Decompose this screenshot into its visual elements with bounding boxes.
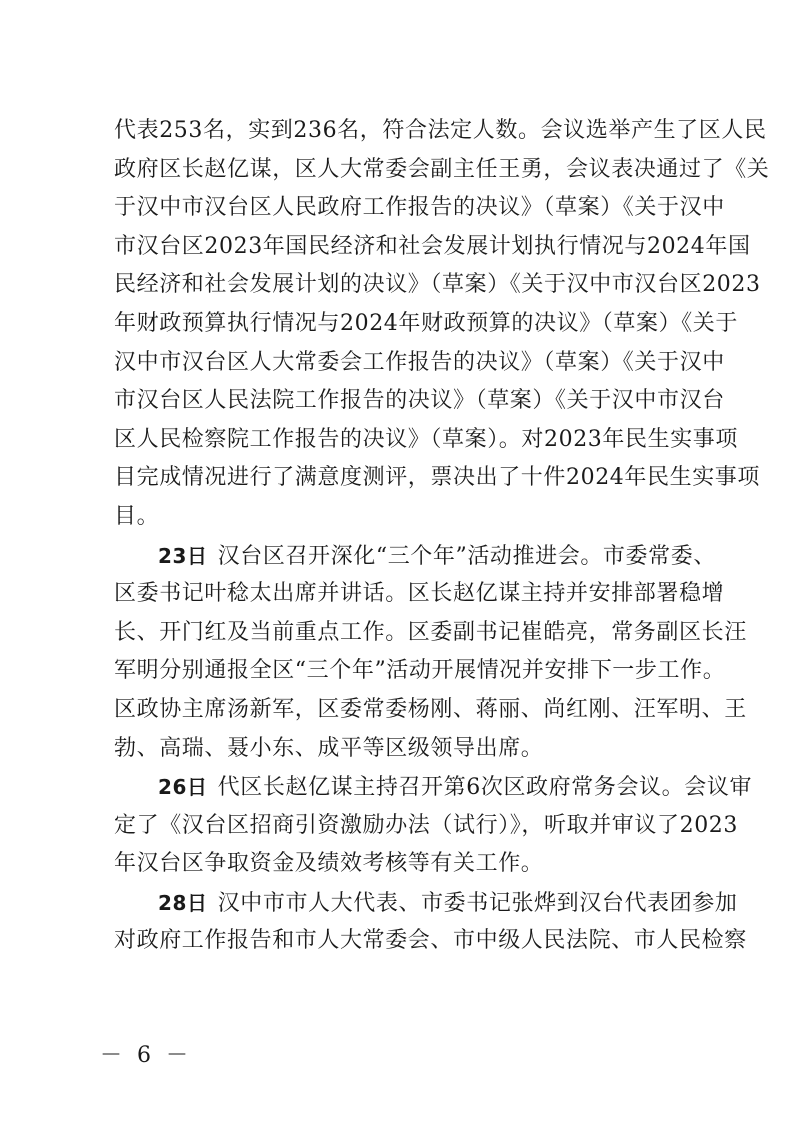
entry-23-text: 汉台区召开深化“三个年”活动推进会。市委常委、	[217, 543, 716, 569]
text-line: 汉中市汉台区人大常委会工作报告的决议》（草案）《关于汉中	[114, 349, 725, 375]
text-line: 于汉中市汉台区人民政府工作报告的决议》（草案）《关于汉中	[114, 195, 725, 221]
text-line: 年财政预算执行情况与2024年财政预算的决议》（草案）《关于	[114, 310, 738, 336]
text-line: 区委书记叶稔太出席并讲话。区长赵亿谋主持并安排部署稳增	[114, 581, 725, 607]
text-line: 市汉台区人民法院工作报告的决议》（草案）《关于汉中市汉台	[114, 388, 725, 414]
entry-23-first-line	[114, 537, 714, 576]
entry-26-date: 26日	[158, 775, 208, 800]
text-line: 定了《汉台区招商引资激励办法（试行）》，听取并审议了2023	[114, 812, 738, 838]
text-line: 民经济和社会发展计划的决议》（草案）《关于汉中市汉台区2023	[114, 272, 761, 298]
text-line: 政府区长赵亿谋，区人大常委会副主任王勇，会议表决通过了《关	[114, 156, 770, 182]
text-line: 目。	[114, 503, 160, 529]
entry-23-date: 23日	[158, 543, 208, 568]
entry-26-text: 代区长赵亿谋主持召开第6次区政府常务会议。会议审	[217, 775, 753, 801]
entry-26-first-line	[114, 768, 753, 807]
text-line: 年汉台区争取资金及绩效考核等有关工作。	[114, 851, 544, 877]
text-line: 代表253名，实到236名，符合法定人数。会议选举产生了区人民	[114, 118, 767, 143]
text-line: 勃、高瑞、聂小东、成平等区级领导出席。	[114, 735, 544, 761]
entry-28-first-line	[114, 884, 738, 923]
entry-28-text: 汉中市市人大代表、市委书记张烨到汉台代表团参加	[217, 890, 738, 916]
text-line: 长、开门红及当前重点工作。区委副书记崔皓亮，常务副区长汪	[114, 619, 747, 645]
text-line: 对政府工作报告和市人大常委会、市中级人民法院、市人民检察	[114, 928, 747, 954]
text-line: 区人民检察院工作报告的决议》（草案）。对2023年民生实事项	[114, 426, 738, 452]
text-line: 区政协主席汤新军，区委常委杨刚、蒋丽、尚红刚、汪军明、王	[114, 696, 747, 722]
entry-28-date: 28日	[158, 890, 208, 915]
text-line: 市汉台区2023年国民经济和社会发展计划执行情况与2024年国	[114, 233, 751, 259]
text-line: 目完成情况进行了满意度测评，票决出了十件2024年民生实事项	[114, 465, 760, 491]
body-text	[114, 112, 770, 961]
page-number: － 6 －	[100, 1043, 192, 1068]
text-line: 军明分别通报全区“三个年”活动开展情况并安排下一步工作。	[114, 658, 726, 684]
